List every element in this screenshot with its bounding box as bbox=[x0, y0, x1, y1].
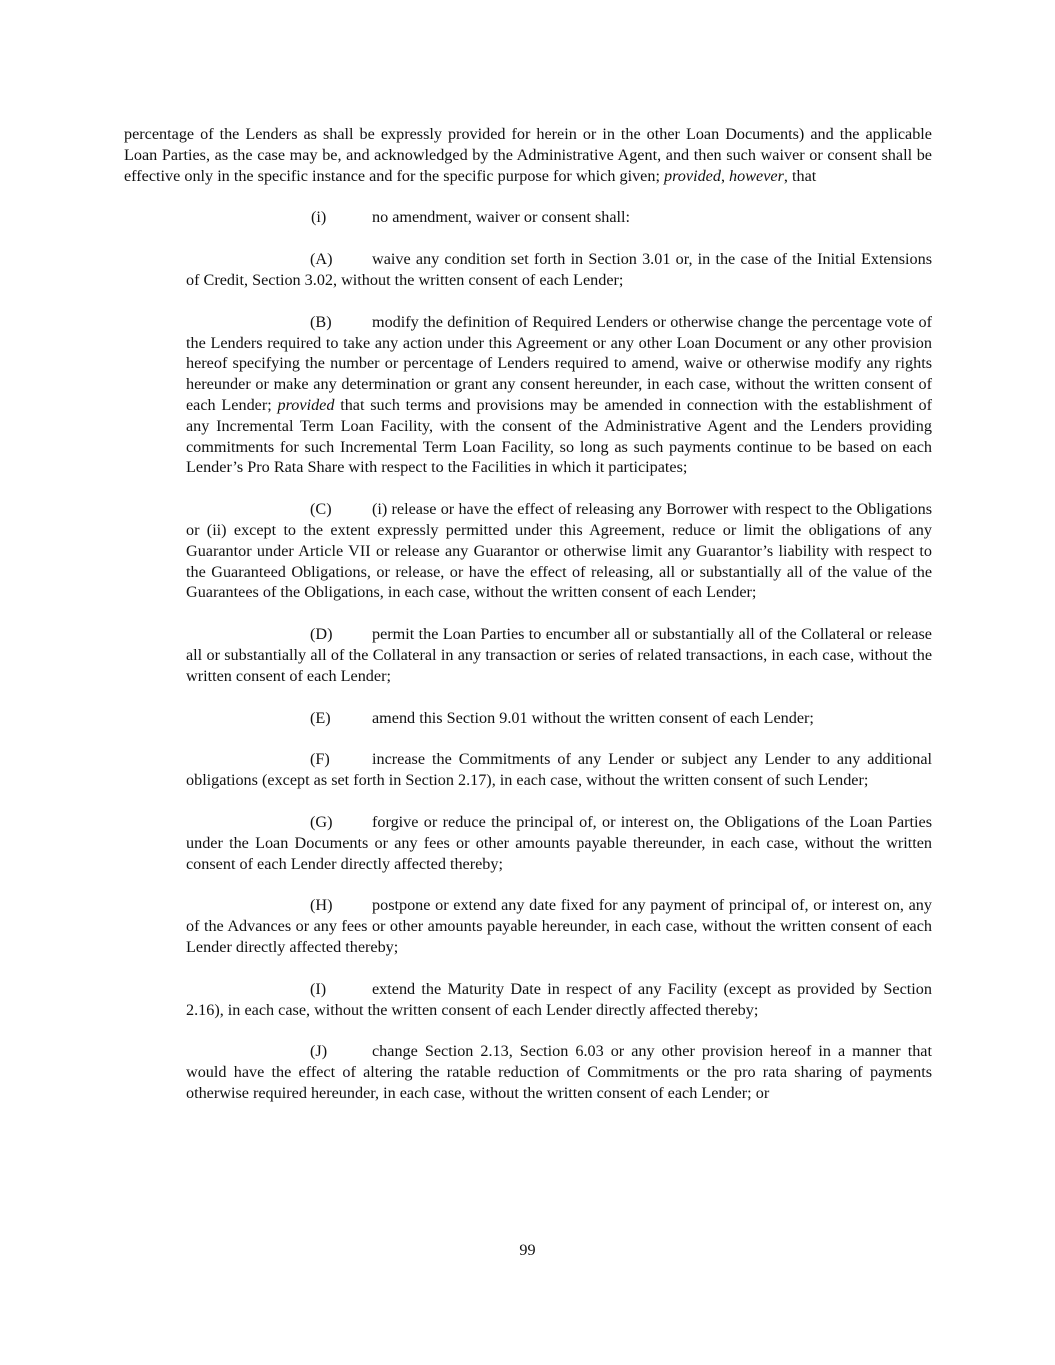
clause-a bbox=[186, 249, 932, 291]
clause-e bbox=[186, 708, 932, 729]
clause-d bbox=[186, 624, 932, 686]
clause-b-provided-term: provided bbox=[277, 395, 335, 414]
clause-h-text: postpone or extend any date fixed for any payment of principal of, or interest on, any of the Advances or any fees or other amounts payable hereunder, in each case, without the written consent of each Lender directly affected thereby; bbox=[186, 896, 932, 956]
clause-h bbox=[186, 895, 932, 957]
clause-d-text: permit the Loan Parties to encumber all or substantially all of the Collateral or release all or substantially all of the Collateral in any transaction or series of related transactions, in each case, without the written consent of each Lender; bbox=[186, 625, 932, 685]
clause-e-label: (E) bbox=[310, 708, 331, 727]
clause-j-text: change Section 2.13, Section 6.03 or any other provision hereof in a manner that would have the effect of altering the ratable reduction of Commitments or the pro rata sharing of payments otherwise required hereunder, in each case, without the written consent of each Lender; or bbox=[186, 1042, 932, 1102]
clause-c-text: (i) release or have the effect of releasing any Borrower with respect to the Obligations or (ii) except to the extent expressly permitted under this Agreement, reduce or limit the obligations of any Guarantor under Article VII or release any Guarantor or otherwise limit any Guarantor’s liability with respect to the Guaranteed Obligations, or release, or have the effect of releasing, all or substantially all of the value of the Guarantees of the Obligations, in each case, without the written consent of each Lender; bbox=[186, 500, 932, 602]
clause-b-label: (B) bbox=[310, 312, 332, 331]
document-page bbox=[124, 124, 932, 1104]
clause-d-label: (D) bbox=[310, 625, 333, 644]
clause-i-text: extend the Maturity Date in respect of any Facility (except as provided by Section 2.16), in each case, without the written consent of each Lender directly affected thereby; bbox=[186, 979, 932, 1019]
clause-i-label: (I) bbox=[310, 979, 327, 998]
clause-h-label: (H) bbox=[310, 896, 333, 915]
intro-paragraph bbox=[124, 124, 932, 186]
clause-a-label: (A) bbox=[310, 250, 333, 269]
clause-g-text: forgive or reduce the principal of, or interest on, the Obligations of the Loan Parties under the Loan Documents or any fees or other amounts payable thereunder, in each case, without the written consent of each Lender directly affected thereby; bbox=[186, 812, 932, 873]
page-number: 99 bbox=[519, 1241, 536, 1259]
provided-term: provided bbox=[664, 166, 721, 185]
clause-f-text: increase the Commitments of any Lender or subject any Lender to any additional obligations (except as set forth in Section 2.17), in each case, without the written consent of such Lender; bbox=[186, 750, 932, 790]
intro-text-end: , that bbox=[783, 166, 817, 185]
however-term: however bbox=[729, 166, 784, 185]
clause-b bbox=[186, 312, 932, 478]
intro-comma: , bbox=[720, 166, 730, 185]
clause-b-text: modify the definition of Required Lenders or otherwise change the percentage vote of the Lenders required to take any action under this Agreement or any other Loan Document or any other provision hereof specifying the number or percentage of Lenders required to amend, waive or otherwise modify any rights hereunder or make any determination or grant any consent hereunder, in each case, without the written consent of each Lender; bbox=[186, 312, 932, 414]
clause-c bbox=[186, 499, 932, 603]
clause-b-text-end: that such terms and provisions may be amended in connection with the establishment of any Incremental Term Loan Facility, with the consent of the Administrative Agent and the Lenders providing commitments for such Incremental Term Loan Facility, so long as such payments continue to be based on each Lender’s Pro Rata Share with respect to the Facilities in which it participates; bbox=[186, 395, 932, 477]
clause-g-label: (G) bbox=[310, 812, 333, 831]
clause-a-text: waive any condition set forth in Section 3.01 or, in the case of the Initial Extensions of Credit, Section 3.02, without the written consent of each Lender; bbox=[186, 250, 932, 289]
clause-j bbox=[186, 1041, 932, 1103]
item-i-paragraph bbox=[311, 207, 932, 228]
item-i-text: no amendment, waiver or consent shall: bbox=[372, 208, 631, 227]
intro-text: percentage of the Lenders as shall be expressly provided for herein or in the other Loan Documents) and the applicable Loan Parties, as the case may be, and acknowledged by the Administrative Agent, and then such waiver or consent shall be effective only in the specific instance and for the specific purpose for which given; bbox=[124, 125, 932, 185]
clause-c-label: (C) bbox=[310, 500, 332, 519]
clause-f-label: (F) bbox=[310, 750, 330, 769]
clause-j-label: (J) bbox=[310, 1042, 328, 1061]
clause-i bbox=[186, 979, 932, 1021]
clause-e-text: amend this Section 9.01 without the written consent of each Lender; bbox=[372, 708, 814, 727]
clause-g bbox=[186, 812, 932, 874]
item-i-label: (i) bbox=[311, 208, 327, 227]
clause-f bbox=[186, 749, 932, 791]
